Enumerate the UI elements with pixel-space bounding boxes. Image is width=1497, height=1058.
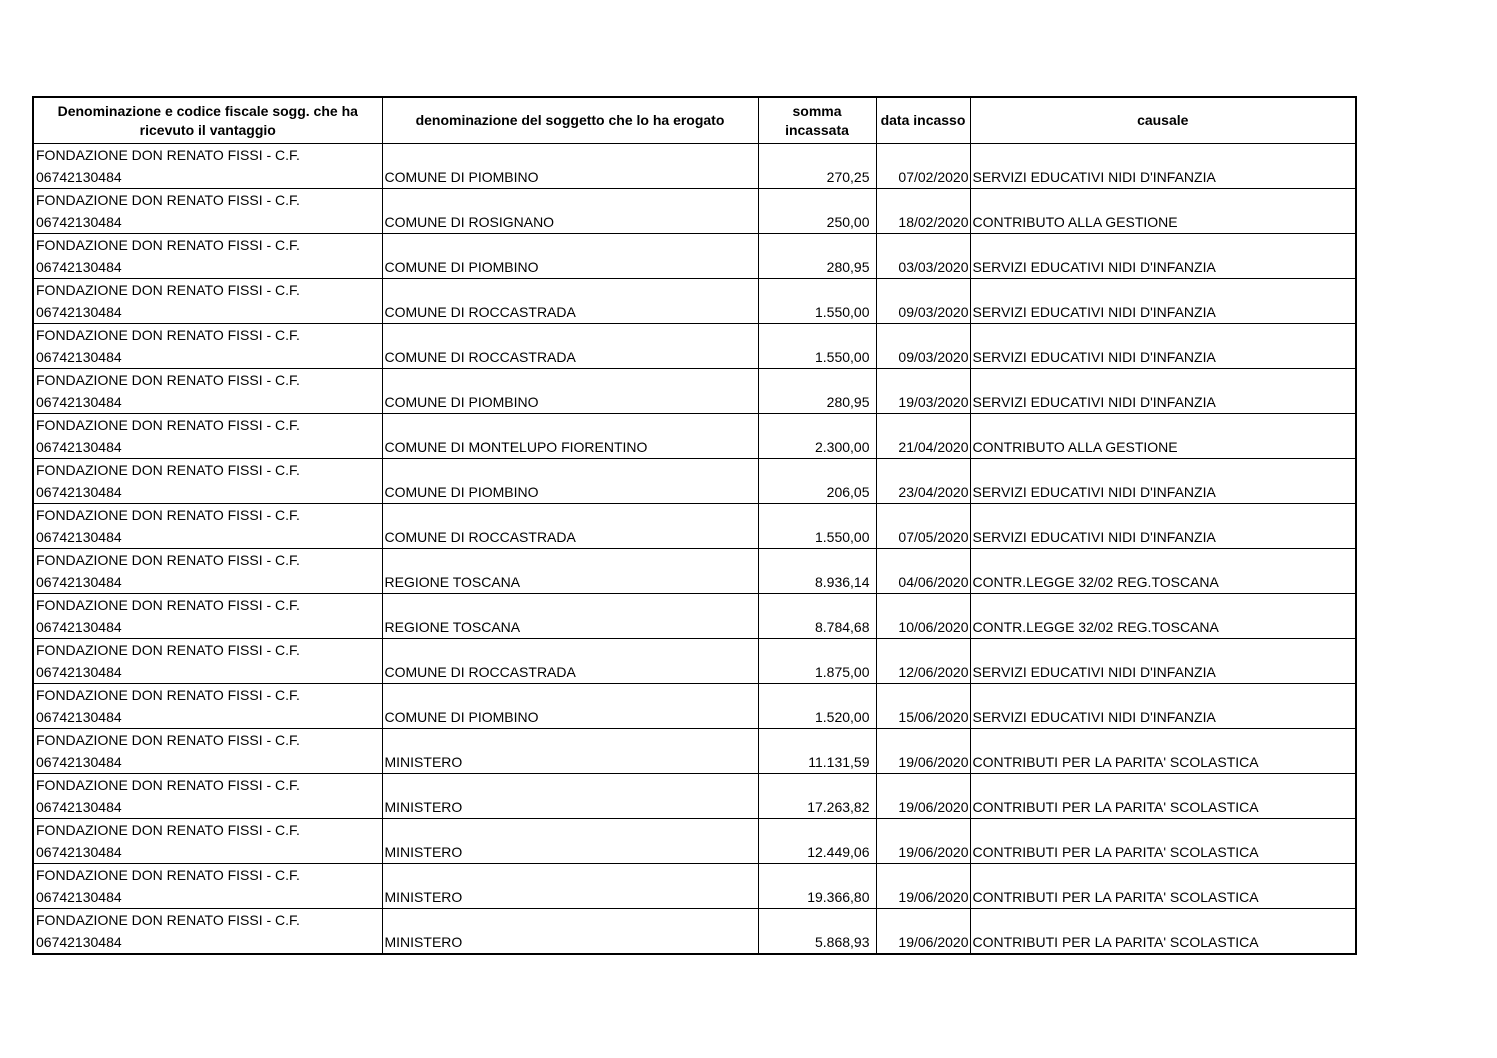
recipient-name: FONDAZIONE DON RENATO FISSI - C.F. <box>36 552 300 568</box>
date-cell: 19/06/2020 <box>876 819 970 864</box>
recipient-cell <box>33 504 382 549</box>
date-cell: 19/06/2020 <box>876 729 970 774</box>
table-body <box>33 144 1356 955</box>
recipient-name: FONDAZIONE DON RENATO FISSI - C.F. <box>36 822 300 838</box>
recipient-cell <box>33 729 382 774</box>
reason-cell: SERVIZI EDUCATIVI NIDI D'INFANZIA <box>970 459 1356 504</box>
reason-cell: SERVIZI EDUCATIVI NIDI D'INFANZIA <box>970 369 1356 414</box>
amount-cell: 11.131,59 <box>758 729 876 774</box>
recipient-cell <box>33 594 382 639</box>
recipient-name: FONDAZIONE DON RENATO FISSI - C.F. <box>36 507 300 523</box>
amount-cell: 280,95 <box>758 234 876 279</box>
recipient-tax-code: 06742130484 <box>36 349 122 365</box>
date-cell: 12/06/2020 <box>876 639 970 684</box>
header-recipient: Denominazione e codice fiscale sogg. che ha ricevuto il vantaggio <box>33 97 382 144</box>
table-row <box>33 414 1356 459</box>
table-row <box>33 909 1356 955</box>
reason-cell: SERVIZI EDUCATIVI NIDI D'INFANZIA <box>970 324 1356 369</box>
provider-cell: COMUNE DI ROCCASTRADA <box>382 639 758 684</box>
provider-cell: MINISTERO <box>382 774 758 819</box>
provider-cell: COMUNE DI ROCCASTRADA <box>382 279 758 324</box>
header-amount: somma incassata <box>758 97 876 144</box>
amount-cell: 206,05 <box>758 459 876 504</box>
amount-cell: 270,25 <box>758 144 876 189</box>
grants-table <box>32 96 1357 955</box>
recipient-cell <box>33 144 382 189</box>
date-cell: 07/05/2020 <box>876 504 970 549</box>
provider-cell: MINISTERO <box>382 729 758 774</box>
amount-cell: 2.300,00 <box>758 414 876 459</box>
recipient-tax-code: 06742130484 <box>36 574 122 590</box>
reason-cell: SERVIZI EDUCATIVI NIDI D'INFANZIA <box>970 279 1356 324</box>
provider-cell: REGIONE TOSCANA <box>382 549 758 594</box>
recipient-name: FONDAZIONE DON RENATO FISSI - C.F. <box>36 417 300 433</box>
recipient-cell <box>33 459 382 504</box>
recipient-tax-code: 06742130484 <box>36 934 122 950</box>
recipient-cell <box>33 324 382 369</box>
amount-cell: 1.550,00 <box>758 504 876 549</box>
reason-cell: CONTRIBUTO ALLA GESTIONE <box>970 189 1356 234</box>
table-row <box>33 189 1356 234</box>
provider-cell: COMUNE DI PIOMBINO <box>382 684 758 729</box>
table-row <box>33 459 1356 504</box>
recipient-name: FONDAZIONE DON RENATO FISSI - C.F. <box>36 597 300 613</box>
provider-cell: COMUNE DI MONTELUPO FIORENTINO <box>382 414 758 459</box>
table-row <box>33 864 1356 909</box>
provider-cell: COMUNE DI PIOMBINO <box>382 234 758 279</box>
provider-cell: COMUNE DI PIOMBINO <box>382 459 758 504</box>
recipient-name: FONDAZIONE DON RENATO FISSI - C.F. <box>36 237 300 253</box>
amount-cell: 12.449,06 <box>758 819 876 864</box>
amount-cell: 8.784,68 <box>758 594 876 639</box>
date-cell: 10/06/2020 <box>876 594 970 639</box>
amount-cell: 1.875,00 <box>758 639 876 684</box>
recipient-cell <box>33 639 382 684</box>
reason-cell: CONTR.LEGGE 32/02 REG.TOSCANA <box>970 594 1356 639</box>
date-cell: 04/06/2020 <box>876 549 970 594</box>
provider-cell: REGIONE TOSCANA <box>382 594 758 639</box>
recipient-cell <box>33 279 382 324</box>
recipient-name: FONDAZIONE DON RENATO FISSI - C.F. <box>36 777 300 793</box>
recipient-cell <box>33 234 382 279</box>
recipient-name: FONDAZIONE DON RENATO FISSI - C.F. <box>36 147 300 163</box>
recipient-tax-code: 06742130484 <box>36 799 122 815</box>
table-row <box>33 279 1356 324</box>
table-row <box>33 819 1356 864</box>
header-reason: causale <box>970 97 1356 144</box>
amount-cell: 1.520,00 <box>758 684 876 729</box>
recipient-name: FONDAZIONE DON RENATO FISSI - C.F. <box>36 372 300 388</box>
recipient-tax-code: 06742130484 <box>36 889 122 905</box>
date-cell: 19/03/2020 <box>876 369 970 414</box>
date-cell: 09/03/2020 <box>876 279 970 324</box>
recipient-tax-code: 06742130484 <box>36 394 122 410</box>
reason-cell: CONTR.LEGGE 32/02 REG.TOSCANA <box>970 549 1356 594</box>
recipient-name: FONDAZIONE DON RENATO FISSI - C.F. <box>36 642 300 658</box>
recipient-tax-code: 06742130484 <box>36 214 122 230</box>
table-row <box>33 549 1356 594</box>
recipient-cell <box>33 684 382 729</box>
reason-cell: CONTRIBUTI PER LA PARITA' SCOLASTICA <box>970 819 1356 864</box>
reason-cell: CONTRIBUTI PER LA PARITA' SCOLASTICA <box>970 864 1356 909</box>
table-row <box>33 594 1356 639</box>
amount-cell: 5.868,93 <box>758 909 876 955</box>
amount-cell: 1.550,00 <box>758 279 876 324</box>
recipient-cell <box>33 774 382 819</box>
recipient-cell <box>33 909 382 955</box>
recipient-tax-code: 06742130484 <box>36 439 122 455</box>
date-cell: 21/04/2020 <box>876 414 970 459</box>
amount-cell: 8.936,14 <box>758 549 876 594</box>
recipient-name: FONDAZIONE DON RENATO FISSI - C.F. <box>36 192 300 208</box>
recipient-tax-code: 06742130484 <box>36 484 122 500</box>
recipient-name: FONDAZIONE DON RENATO FISSI - C.F. <box>36 327 300 343</box>
recipient-tax-code: 06742130484 <box>36 844 122 860</box>
reason-cell: CONTRIBUTO ALLA GESTIONE <box>970 414 1356 459</box>
table-row <box>33 369 1356 414</box>
header-provider: denominazione del soggetto che lo ha erogato <box>382 97 758 144</box>
amount-cell: 19.366,80 <box>758 864 876 909</box>
table-row <box>33 504 1356 549</box>
table-row <box>33 684 1356 729</box>
provider-cell: COMUNE DI PIOMBINO <box>382 369 758 414</box>
table-header <box>33 97 1356 144</box>
provider-cell: COMUNE DI ROCCASTRADA <box>382 504 758 549</box>
recipient-cell <box>33 369 382 414</box>
recipient-cell <box>33 189 382 234</box>
recipient-name: FONDAZIONE DON RENATO FISSI - C.F. <box>36 912 300 928</box>
date-cell: 18/02/2020 <box>876 189 970 234</box>
recipient-cell <box>33 414 382 459</box>
recipient-tax-code: 06742130484 <box>36 304 122 320</box>
provider-cell: MINISTERO <box>382 909 758 955</box>
reason-cell: SERVIZI EDUCATIVI NIDI D'INFANZIA <box>970 639 1356 684</box>
date-cell: 19/06/2020 <box>876 864 970 909</box>
recipient-tax-code: 06742130484 <box>36 169 122 185</box>
reason-cell: SERVIZI EDUCATIVI NIDI D'INFANZIA <box>970 234 1356 279</box>
amount-cell: 250,00 <box>758 189 876 234</box>
table-row <box>33 729 1356 774</box>
reason-cell: SERVIZI EDUCATIVI NIDI D'INFANZIA <box>970 504 1356 549</box>
recipient-name: FONDAZIONE DON RENATO FISSI - C.F. <box>36 732 300 748</box>
provider-cell: COMUNE DI ROCCASTRADA <box>382 324 758 369</box>
recipient-tax-code: 06742130484 <box>36 619 122 635</box>
date-cell: 19/06/2020 <box>876 774 970 819</box>
recipient-name: FONDAZIONE DON RENATO FISSI - C.F. <box>36 462 300 478</box>
recipient-tax-code: 06742130484 <box>36 709 122 725</box>
provider-cell: MINISTERO <box>382 819 758 864</box>
recipient-tax-code: 06742130484 <box>36 664 122 680</box>
recipient-tax-code: 06742130484 <box>36 529 122 545</box>
recipient-cell <box>33 549 382 594</box>
date-cell: 19/06/2020 <box>876 909 970 955</box>
date-cell: 15/06/2020 <box>876 684 970 729</box>
amount-cell: 280,95 <box>758 369 876 414</box>
header-row <box>33 97 1356 144</box>
table-row <box>33 324 1356 369</box>
reason-cell: CONTRIBUTI PER LA PARITA' SCOLASTICA <box>970 909 1356 955</box>
date-cell: 09/03/2020 <box>876 324 970 369</box>
recipient-tax-code: 06742130484 <box>36 259 122 275</box>
amount-cell: 1.550,00 <box>758 324 876 369</box>
table-row <box>33 144 1356 189</box>
date-cell: 07/02/2020 <box>876 144 970 189</box>
reason-cell: SERVIZI EDUCATIVI NIDI D'INFANZIA <box>970 684 1356 729</box>
reason-cell: CONTRIBUTI PER LA PARITA' SCOLASTICA <box>970 729 1356 774</box>
date-cell: 23/04/2020 <box>876 459 970 504</box>
recipient-name: FONDAZIONE DON RENATO FISSI - C.F. <box>36 687 300 703</box>
reason-cell: SERVIZI EDUCATIVI NIDI D'INFANZIA <box>970 144 1356 189</box>
recipient-cell <box>33 819 382 864</box>
provider-cell: COMUNE DI ROSIGNANO <box>382 189 758 234</box>
amount-cell: 17.263,82 <box>758 774 876 819</box>
table-row <box>33 234 1356 279</box>
table-row <box>33 774 1356 819</box>
header-date: data incasso <box>876 97 970 144</box>
recipient-name: FONDAZIONE DON RENATO FISSI - C.F. <box>36 867 300 883</box>
provider-cell: COMUNE DI PIOMBINO <box>382 144 758 189</box>
recipient-cell <box>33 864 382 909</box>
recipient-tax-code: 06742130484 <box>36 754 122 770</box>
provider-cell: MINISTERO <box>382 864 758 909</box>
table-row <box>33 639 1356 684</box>
reason-cell: CONTRIBUTI PER LA PARITA' SCOLASTICA <box>970 774 1356 819</box>
recipient-name: FONDAZIONE DON RENATO FISSI - C.F. <box>36 282 300 298</box>
date-cell: 03/03/2020 <box>876 234 970 279</box>
